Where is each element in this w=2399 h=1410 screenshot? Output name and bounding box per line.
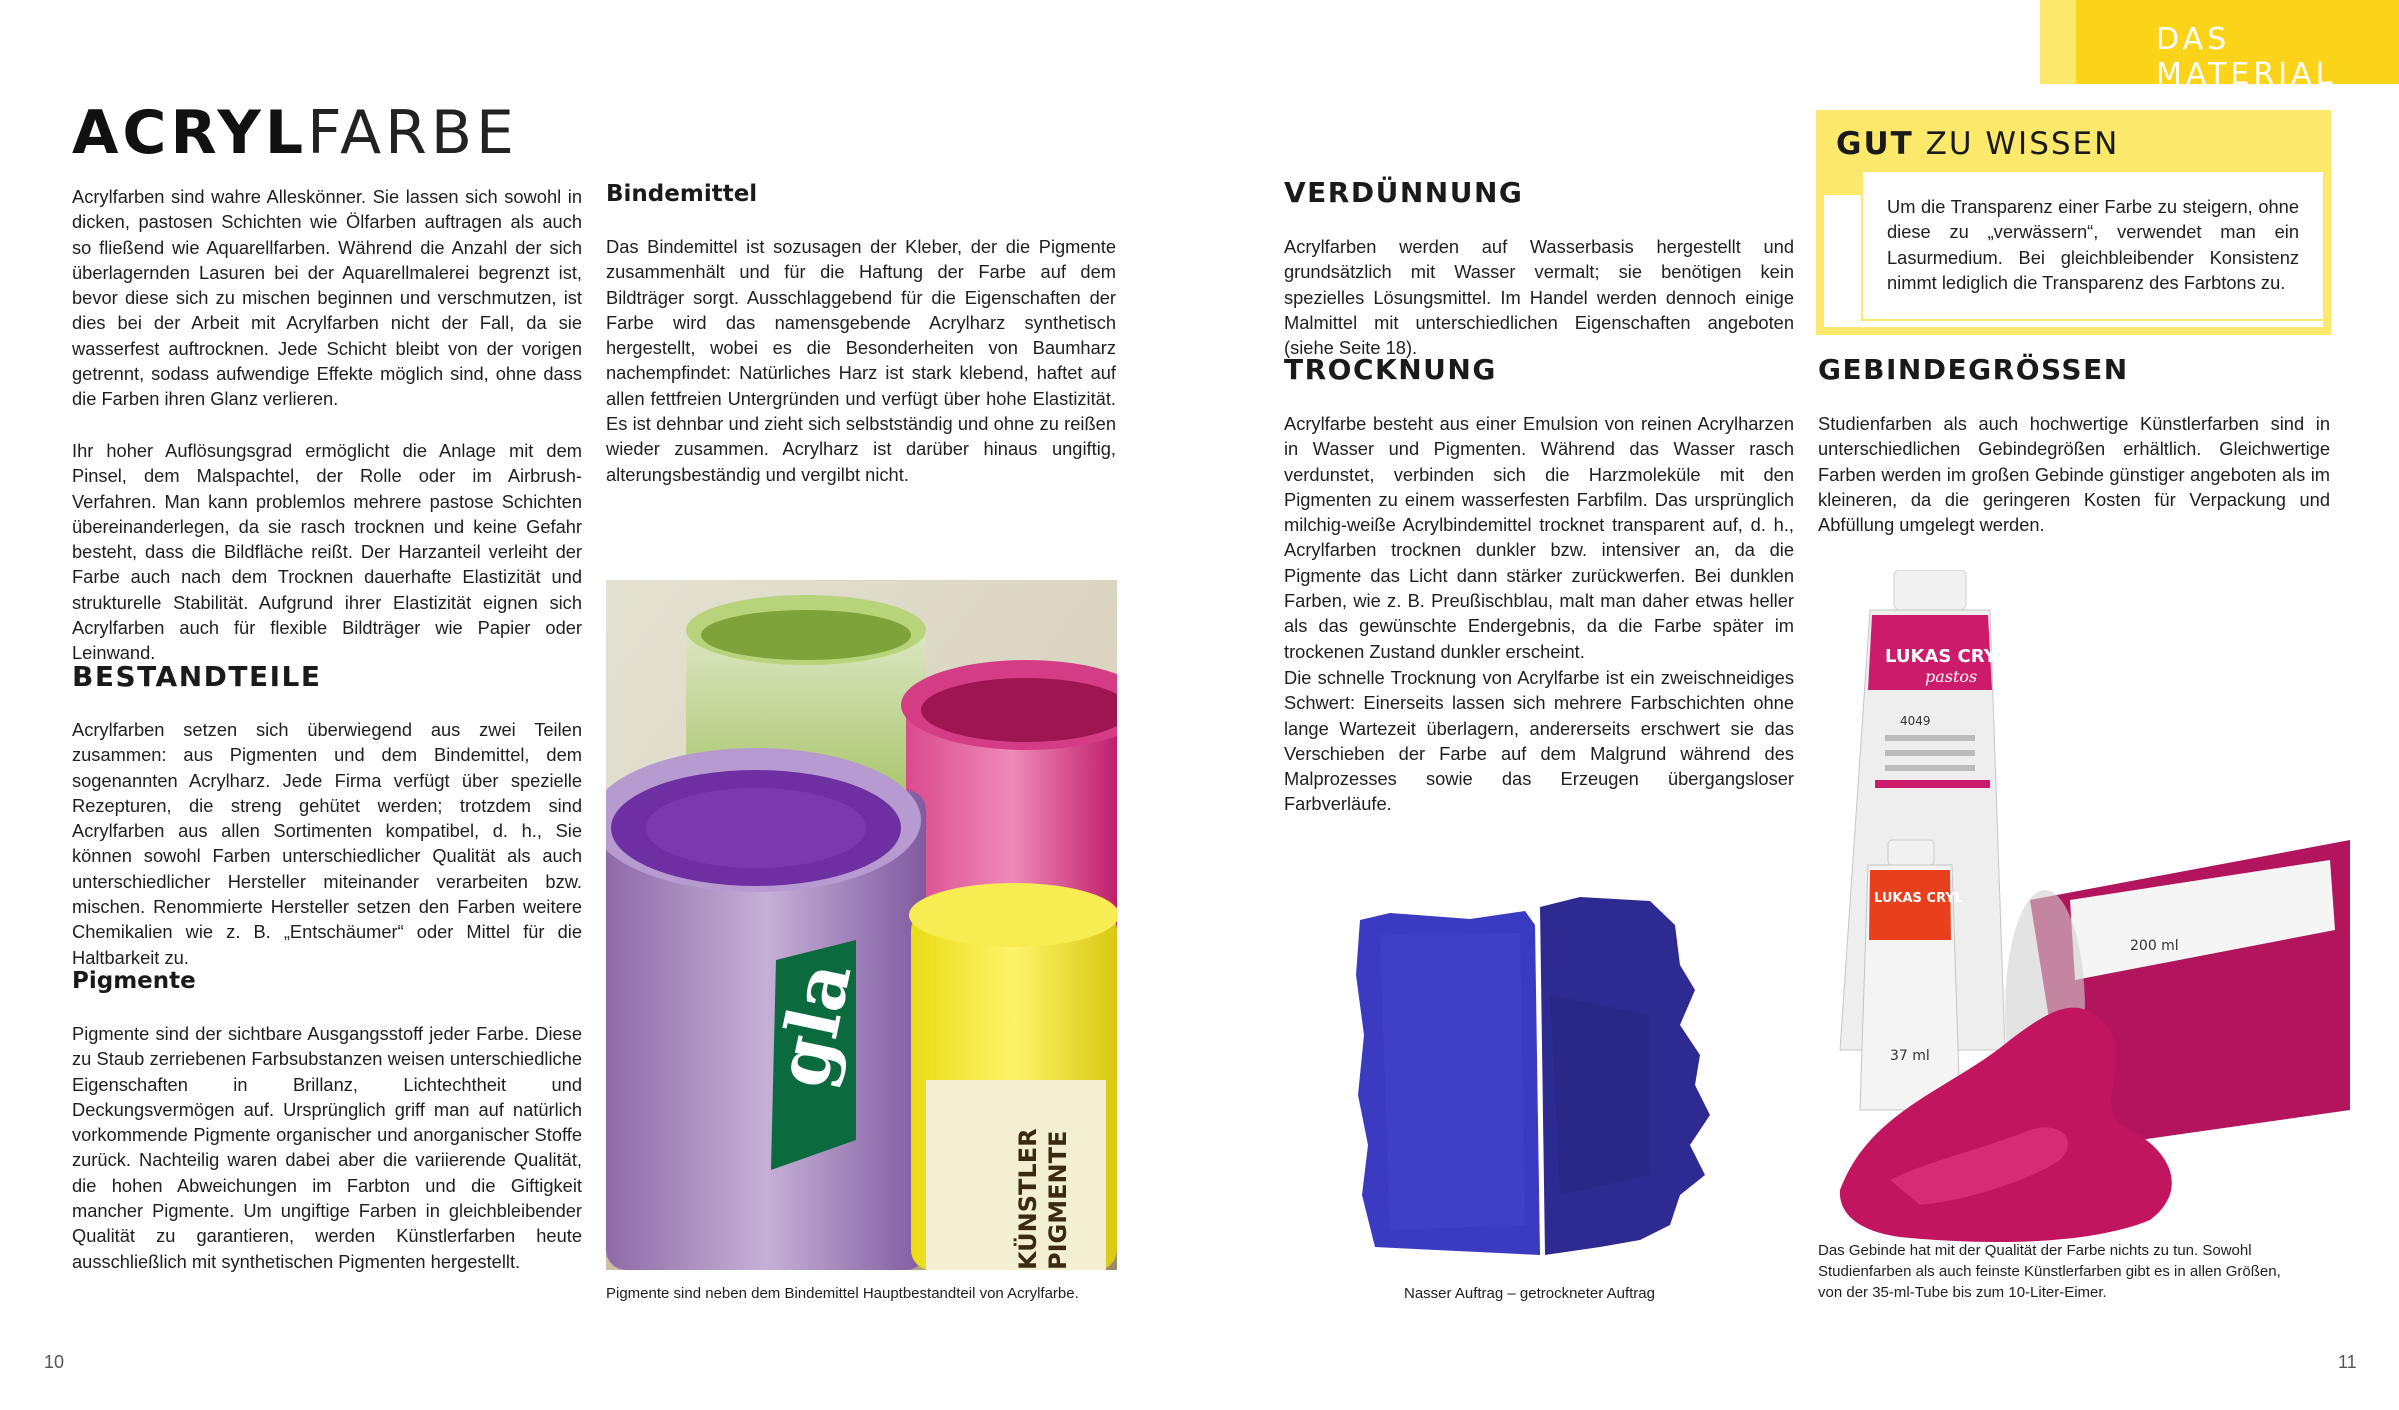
jar-volume: 200 ml bbox=[2130, 938, 2179, 954]
paint-swatch-wet-dry bbox=[1350, 895, 1730, 1255]
paragraph-application: Ihr hoher Auflösungsgrad ermöglicht die Anlage mit dem Pinsel, dem Malspachtel, der Rolle oder im Airbrush-Verfahren. Man kann problemlos mehrere pastose Schichten übereinanderlegen, da sie rasch trocknen und keine Gefahr besteht, dass die Bildfläche reißt. Der Harzanteil verleiht der Farbe auch nach dem Trocknen dauerhafte Elastizität und strukturelle Stabilität. Aufgrund ihrer Elastizität eignen sich Acrylfarben auch für flexible Bildträger wie Papier oder Leinwand. bbox=[72, 440, 582, 664]
page-number-right: 11 bbox=[2338, 1352, 2357, 1372]
heading-pigmente: Pigmente bbox=[72, 968, 196, 994]
info-box-title-bold: GUT bbox=[1836, 126, 1914, 162]
caption-pigmente: Pigmente sind neben dem Bindemittel Hauptbestandteil von Acrylfarbe. bbox=[606, 1285, 1079, 1302]
photo-label-gl: gla bbox=[758, 954, 868, 1095]
page-title-bold: ACRYL bbox=[72, 98, 308, 168]
small-tube-brand-label: LUKAS CRYL bbox=[1874, 891, 1963, 906]
tube-brand-label: LUKAS CRYL bbox=[1885, 646, 2009, 667]
small-tube-volume: 37 ml bbox=[1890, 1048, 1930, 1064]
paragraph-trocknung-1: Acrylfarbe besteht aus einer Emulsion von reinen Acrylharzen in Wasser und Pigmenten. Während das Wasser rasch verdunstet, verbinden sich die Harzmoleküle mit den Pigmenten zu einem wasserfesten Farbfilm. Das ursprünglich milchig-weiße Acrylbindemittel trocknet transparent auf, d. h., Acrylfarben trocknen dunkler bzw. intensiver an, da die Pigmente das Licht dann stärker zurückwerfen. Bei dunklen Farben, wie z. B. Preußischblau, malt man daher etwas heller als das gewünschte Endergebnis, da die Farbe später im trockenen Zustand dunkler erscheint. bbox=[1284, 413, 1794, 662]
paint-tubes-photo bbox=[1830, 570, 2350, 1250]
heading-trocknung: TROCKNUNG bbox=[1284, 353, 1497, 386]
pigment-jars-photo bbox=[606, 580, 1117, 1270]
info-box-title bbox=[1836, 126, 2119, 162]
section-tab-fill bbox=[2076, 0, 2399, 92]
heading-gebindegroessen: GEBINDEGRÖSSEN bbox=[1818, 353, 2129, 386]
heading-bestandteile: BESTANDTEILE bbox=[72, 660, 322, 693]
paragraph-verduennung: Acrylfarben werden auf Wasserbasis hergestellt und grundsätzlich mit Wasser vermalt; sie benötigen kein spezielles Lösungsmittel. Im Handel werden dennoch einige Malmittel mit unterschiedlichen Eigenschaften angeboten (siehe Seite 18). bbox=[1284, 236, 1794, 359]
paragraph-bindemittel: Das Bindemittel ist sozusagen der Kleber, der die Pigmente zusammenhält und für die Haftung der Farbe auf dem Bildträger sorgt. Ausschlaggebend für die Eigenschaften der Farbe wird das namensgebende Acrylharz synthetisch hergestellt, wobei es die Besonderheiten von Baumharz nachempfindet: Natürliches Harz ist stark klebend, haftet auf allen fettfreien Untergründen und verfügt über hohe Elastizität. Es ist dehnbar und zieht sich selbstständig und ohne zu reißen wieder zusammen. Acrylharz ist darüber hinaus ungiftig, alterungsbeständig und vergilbt nicht. bbox=[606, 236, 1116, 485]
heading-bindemittel: Bindemittel bbox=[606, 181, 758, 207]
info-box-border-left bbox=[1816, 195, 1824, 335]
info-box-body bbox=[1861, 170, 2325, 321]
paragraph-trocknung-2: Die schnelle Trocknung von Acrylfarbe ist ein zweischneidiges Schwert: Einerseits lassen sich mehrere Farbschichten ohne lange Wartezeit überlagern, andererseits erschwert sie das Verschieben der Farbe auf dem Malgrund während des Malprozesses sowie das Erzeugen übergangsloser Farbverläufe. bbox=[1284, 667, 1794, 815]
heading-verduennung: VERDÜNNUNG bbox=[1284, 176, 1524, 209]
info-box bbox=[1816, 110, 2331, 335]
page-number-left: 10 bbox=[44, 1352, 65, 1372]
tube-sub-label: pastos bbox=[1925, 667, 1978, 686]
paragraph-bestandteile: Acrylfarben setzen sich überwiegend aus zwei Teilen zusammen: aus Pigmenten und dem Bindemittel, dem sogenannten Acrylharz. Jede Firma verfügt über spezielle Rezepturen, die streng gehütet werden; trotzdem sind Acrylfarben aus allen Sortimenten kompatibel, d. h., Sie können sowohl Farben unterschiedlicher Qualität als auch unterschiedlicher Hersteller miteinander verarbeiten bzw. mischen. Renommierte Hersteller setzen den Farben weitere Chemikalien wie z. B. „Entschäumer“ oder Mittel für die Haltbarkeit zu. bbox=[72, 719, 582, 968]
paragraph-pigmente: Pigmente sind der sichtbare Ausgangsstoff jeder Farbe. Diese zu Staub zerriebenen Farbsubstanzen weisen unterschiedliche Eigenschaften in Brillanz, Lichtechtheit und Deckungsvermögen auf. Ursprünglich griff man auf natürlich vorkommende Pigmente organischer und anorganischer Stoffe zurück. Nachteilig waren dabei aber die variierende Qualität, die hohen Abweichungen im Farbton und die Giftigkeit mancher Pigmente. Um ungiftige Farben in gleichbleibender Qualität zu garantieren, werden Künstlerfarben heute ausschließlich mit synthetischen Pigmenten hergestellt. bbox=[72, 1023, 582, 1272]
info-box-text: Um die Transparenz einer Farbe zu steigern, ohne diese zu „verwässern“, verwendet man ein Lasurmedium. Bei gleichbleibender Konsistenz nimmt lediglich die Transparenz des Farbtons zu. bbox=[1887, 196, 2299, 293]
info-box-title-light: ZU WISSEN bbox=[1913, 126, 2120, 162]
info-box-border-bottom bbox=[1816, 327, 2331, 335]
page-title-light: FARBE bbox=[307, 98, 518, 168]
section-tab-label: DAS MATERIAL bbox=[2156, 22, 2337, 92]
section-tab bbox=[2040, 0, 2399, 92]
photo-label-pigmente: PIGMENTE bbox=[1044, 1130, 1072, 1270]
page-title bbox=[72, 98, 518, 168]
caption-gebinde: Das Gebinde hat mit der Qualität der Farbe nichts zu tun. Sowohl Studienfarben als auch feinste Künstlerfarben gibt es in allen Größen, von der 35-ml-Tube bis zum 10-Liter-Eimer. bbox=[1818, 1242, 2281, 1301]
caption-swatch: Nasser Auftrag – getrockneter Auftrag bbox=[1404, 1285, 1655, 1302]
tube-number-label: 4049 bbox=[1900, 714, 1931, 728]
paragraph-gebindegroessen: Studienfarben als auch hochwertige Künstlerfarben sind in unterschiedlichen Gebindegrößen erhältlich. Gleichwertige Farben werden im großen Gebinde günstiger angeboten als im kleineren, da die geringeren Kosten für Verpackung und Abfüllung umgelegt werden. bbox=[1818, 413, 2330, 536]
photo-label-kuenstler: KÜNSTLER bbox=[1014, 1128, 1042, 1270]
intro-paragraph: Acrylfarben sind wahre Alleskönner. Sie lassen sich sowohl in dicken, pastosen Schichten wie Ölfarben auftragen als auch so fließend wie Aquarellfarben. Während die Anzahl der sich überlagernden Lasuren bei der Aquarellmalerei begrenzt ist, bevor diese sich zu mischen beginnen und verschmutzen, ist dies bei der Arbeit mit Acrylfarben nicht der Fall, da sie wasserfest auftrocknen. Jede Schicht bleibt von der vorigen getrennt, sodass aufwendige Effekte möglich sind, ohne dass die Farben ihren Glanz verlieren. bbox=[72, 186, 582, 410]
